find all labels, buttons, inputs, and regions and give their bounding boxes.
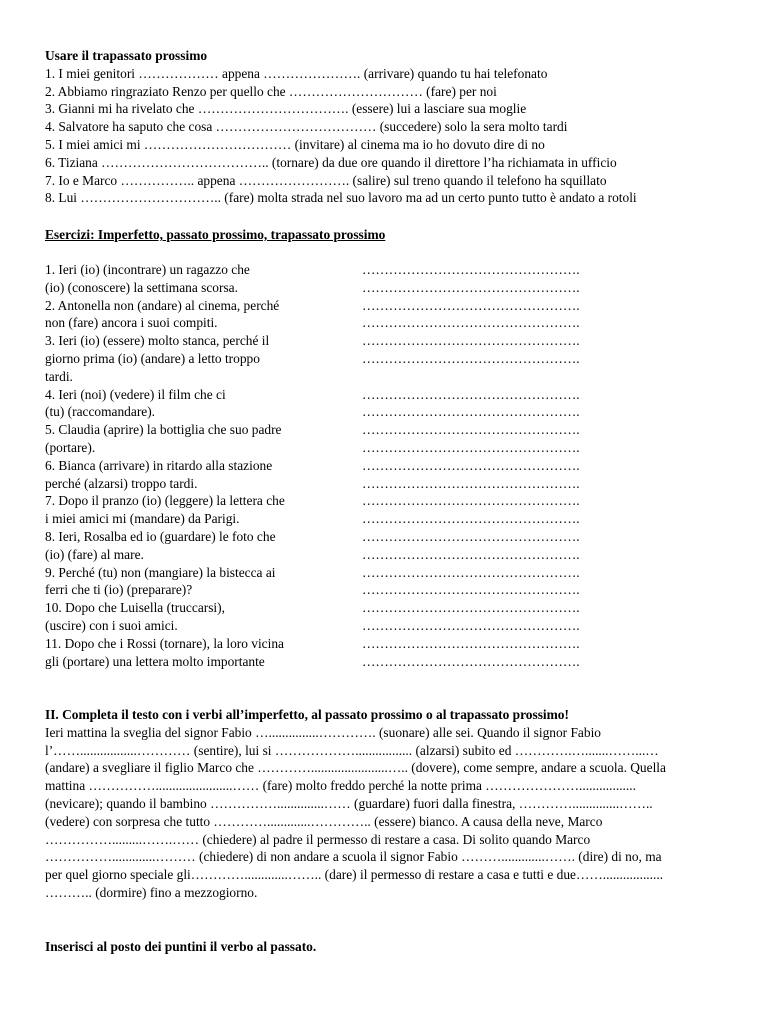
answer-blank: …………………………………………. xyxy=(362,386,580,402)
exercise-line: 3. Gianni mi ha rivelato che ……………………………. (essere) lui a lasciare sua moglie xyxy=(45,101,527,117)
section-title: Inserisci al posto dei puntini il verbo al passato. xyxy=(45,939,317,954)
exercise-row xyxy=(45,617,745,635)
exercise-prompt: (uscire) con i suoi amici. xyxy=(45,617,178,633)
exercise-prompt: (io) (conoscere) la settimana scorsa. xyxy=(45,279,238,295)
answer-blank: …………………………………………. xyxy=(362,582,580,598)
exercise-lines xyxy=(45,65,745,207)
answer-blank: …………………………………………. xyxy=(362,617,580,633)
exercise-row xyxy=(45,564,745,582)
exercise-row xyxy=(45,528,745,546)
answer-blank: …………………………………………. xyxy=(362,350,580,366)
exercise-prompt: 10. Dopo che Luisella (truccarsi), xyxy=(45,600,225,616)
exercise-prompt: i miei amici mi (mandare) da Parigi. xyxy=(45,511,240,527)
exercise-row xyxy=(45,492,745,510)
exercise-row xyxy=(45,457,745,475)
exercise-row xyxy=(45,386,745,404)
section-title: Usare il trapassato prossimo xyxy=(45,48,208,63)
text-line: l’…….................………… (sentire), lui si ………………................. (alzarsi) subito ed ………….….......……...… xyxy=(45,742,659,758)
answer-blank: …………………………………………. xyxy=(362,546,580,562)
exercise-line: 4. Salvatore ha saputo che cosa ……………………………… (succedere) solo la sera molto tardi xyxy=(45,119,568,135)
exercise-prompt: 1. Ieri (io) (incontrare) un ragazzo che xyxy=(45,262,250,277)
exercise-prompt: 4. Ieri (noi) (vedere) il film che ci xyxy=(45,386,226,402)
section-title: II. Completa il testo con i verbi all’imperfetto, al passato prossimo o al trapassato prossimo! xyxy=(45,707,569,722)
exercise-line: 8. Lui ………………………….. (fare) molta strada nel suo lavoro ma ad un certo punto tutto è andato a rotoli xyxy=(45,190,637,206)
section-title: Esercizi: Imperfetto, passato prossimo, trapassato prossimo xyxy=(45,227,386,242)
paragraph xyxy=(45,724,745,902)
answer-blank: …………………………………………. xyxy=(362,315,580,331)
exercise-row xyxy=(45,421,745,439)
answer-blank: …………………………………………. xyxy=(362,528,580,544)
answer-blank xyxy=(362,368,745,386)
answer-blank: …………………………………………. xyxy=(362,297,580,313)
answer-blank: …………………………………………. xyxy=(362,279,580,295)
text-line: (andare) a svegliare il figlio Marco che ………….......................….. (dovere), come sempre, andare a scuola. Quella xyxy=(45,760,666,776)
text-line: (vedere) con sorpresa che tutto ………….............………….. (essere) bianco. A causa della neve, Marco xyxy=(45,813,603,829)
answer-blank: …………………………………………. xyxy=(362,475,580,491)
section-completa-testo xyxy=(45,706,745,902)
answer-blank: …………………………………………. xyxy=(362,422,580,438)
exercise-line: 1. I miei genitori ……………… appena …………………. (arrivare) quando tu hai telefonato xyxy=(45,65,548,81)
answer-blank: …………………………………………. xyxy=(362,457,580,473)
section-trapassato xyxy=(45,47,745,207)
text-line: …………….............……… (chiedere) di non andare a scuola il signor Fabio ……….............……. (dire) di no, ma xyxy=(45,849,662,865)
section-esercizi xyxy=(45,261,745,670)
exercise-row xyxy=(45,653,745,671)
exercise-prompt: perché (alzarsi) troppo tardi. xyxy=(45,475,198,491)
exercise-row xyxy=(45,599,745,617)
exercise-row xyxy=(45,439,745,457)
text-line: per quel giorno speciale gli………….............…….. (dare) il permesso di restare a casa e tutti e due…….................. xyxy=(45,867,664,883)
exercise-row xyxy=(45,297,745,315)
exercise-line: 6. Tiziana ……………………………….. (tornare) da due ore quando il direttore l’ha richiamata in ufficio xyxy=(45,154,617,170)
exercise-row xyxy=(45,279,745,297)
exercise-prompt: (tu) (raccomandare). xyxy=(45,404,156,420)
exercise-prompt: 9. Perché (tu) non (mangiare) la bistecca ai xyxy=(45,564,276,580)
exercise-line: 5. I miei amici mi …………………………… (invitare) al cinema ma io ho dovuto dire di no xyxy=(45,136,545,152)
exercise-prompt: (portare). xyxy=(45,439,96,455)
exercise-row xyxy=(45,314,745,332)
text-line: …………….........…….…… (chiedere) al padre il permesso di restare a casa. Di solito quando Marco xyxy=(45,831,591,847)
answer-blank: …………………………………………. xyxy=(362,262,580,277)
section-inserisci xyxy=(45,938,745,956)
exercise-row xyxy=(45,581,745,599)
text-line: (nevicare); quando il bambino ……………..............…… (guardare) fuori dalla finestra, …………..............…….. xyxy=(45,795,653,811)
exercise-prompt: 11. Dopo che i Rossi (tornare), la loro vicina xyxy=(45,635,284,651)
exercise-prompt: gli (portare) una lettera molto importante xyxy=(45,653,265,669)
exercise-prompt: 7. Dopo il pranzo (io) (leggere) la lettera che xyxy=(45,493,285,509)
exercise-prompt: tardi. xyxy=(45,368,73,384)
exercise-row xyxy=(45,475,745,493)
answer-blank: …………………………………………. xyxy=(362,564,580,580)
exercise-prompt: ferri che ti (io) (preparare)? xyxy=(45,582,193,598)
answer-blank: …………………………………………. xyxy=(362,439,580,455)
exercise-row xyxy=(45,261,745,279)
exercise-prompt: (io) (fare) al mare. xyxy=(45,546,144,562)
text-line: ……….. (dormire) fino a mezzogiorno. xyxy=(45,884,258,900)
answer-blank: …………………………………………. xyxy=(362,404,580,420)
answer-blank: …………………………………………. xyxy=(362,493,580,509)
answer-blank: …………………………………………. xyxy=(362,600,580,616)
section-esercizi-header xyxy=(45,226,745,244)
answer-blank: …………………………………………. xyxy=(362,333,580,349)
exercise-prompt: non (fare) ancora i suoi compiti. xyxy=(45,315,218,331)
exercise-row xyxy=(45,368,745,386)
exercise-prompt: giorno prima (io) (andare) a letto troppo xyxy=(45,350,260,366)
exercise-line: 7. Io e Marco …………….. appena ……………………. (salire) sul treno quando il telefono ha squillato xyxy=(45,172,607,188)
answer-blank: …………………………………………. xyxy=(362,635,580,651)
exercise-prompt: 6. Bianca (arrivare) in ritardo alla stazione xyxy=(45,457,273,473)
answer-blank: …………………………………………. xyxy=(362,511,580,527)
exercise-prompt: 5. Claudia (aprire) la bottiglia che suo padre xyxy=(45,422,282,438)
exercise-prompt: 8. Ieri, Rosalba ed io (guardare) le foto che xyxy=(45,528,276,544)
text-line: Ieri mattina la sveglia del signor Fabio …...............…………. (suonare) alle sei. Quando il signor Fabio xyxy=(45,724,601,740)
exercise-row xyxy=(45,546,745,564)
exercise-row xyxy=(45,332,745,350)
exercise-row xyxy=(45,510,745,528)
exercise-row xyxy=(45,635,745,653)
exercise-row xyxy=(45,350,745,368)
exercise-row xyxy=(45,403,745,421)
exercise-prompt: 2. Antonella non (andare) al cinema, perché xyxy=(45,297,280,313)
exercise-line: 2. Abbiamo ringraziato Renzo per quello che ………………………… (fare) per noi xyxy=(45,83,497,99)
text-line: mattina …………….......................…… (fare) molto freddo perché la notte prima …………………................. xyxy=(45,778,636,794)
exercise-prompt: 3. Ieri (io) (essere) molto stanca, perché il xyxy=(45,333,270,349)
answer-blank: …………………………………………. xyxy=(362,653,580,669)
